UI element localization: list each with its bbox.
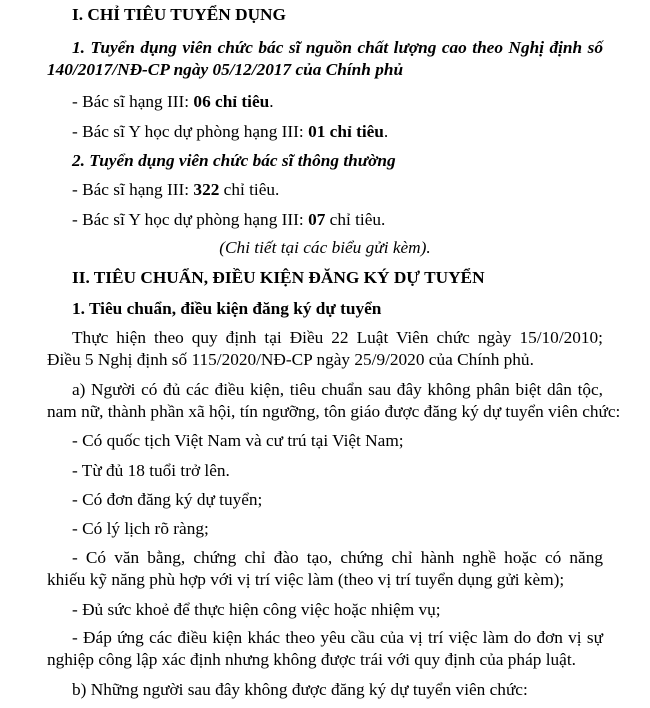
quota-item-1-suffix: . [269, 92, 274, 111]
quota-item-3-value: 322 [193, 180, 220, 199]
quota-item-3-suffix: chỉ tiêu. [219, 180, 280, 199]
section-2-heading: II. TIÊU CHUẨN, ĐIỀU KIỆN ĐĂNG KÝ DỰ TUYỂN [72, 268, 485, 287]
paragraph-2-line-1: a) Người có đủ các điều kiện, tiêu chuẩn sau đây không phân biệt dân tộc, [72, 380, 603, 399]
quota-item-3-label: - Bác sĩ hạng III: [72, 180, 194, 199]
section-2-subheading-1: 1. Tiêu chuẩn, điều kiện đăng ký dự tuyển [72, 299, 382, 318]
quota-item-1 [72, 91, 650, 113]
paragraph-3: b) Những người sau đây không được đăng ký dự tuyển viên chức: [72, 680, 528, 699]
quota-item-4-label: - Bác sĩ Y học dự phòng hạng III: [72, 210, 309, 229]
condition-item-7-line-2: nghiệp công lập xác định nhưng không được trái với quy định của pháp luật. [47, 650, 576, 669]
quota-item-2 [72, 121, 650, 143]
condition-item-5-line-2: khiếu kỹ năng phù hợp với vị trí việc làm (theo vị trí tuyển dụng gửi kèm); [47, 570, 565, 589]
condition-item: - Có đơn đăng ký dự tuyển; [72, 490, 263, 509]
quota-item-2-value: 01 chỉ tiêu [308, 122, 384, 141]
paragraph-1-line-1: Thực hiện theo quy định tại Điều 22 Luật Viên chức ngày 15/10/2010; [72, 328, 603, 347]
quota-item-4-suffix: chỉ tiêu. [325, 210, 386, 229]
quota-item-4-value: 07 [308, 210, 326, 229]
attachment-note: (Chi tiết tại các biểu gửi kèm). [219, 238, 431, 257]
quota-item-4 [72, 209, 650, 231]
section-1-heading: I. CHỈ TIÊU TUYỂN DỤNG [72, 5, 286, 24]
condition-item: - Có quốc tịch Việt Nam và cư trú tại Việt Nam; [72, 431, 404, 450]
quota-item-3 [72, 179, 650, 201]
condition-item: - Từ đủ 18 tuổi trở lên. [72, 461, 230, 480]
quota-item-1-value: 06 chỉ tiêu [193, 92, 270, 111]
condition-item: - Có lý lịch rõ ràng; [72, 519, 209, 538]
subheading-1-line-1: 1. Tuyển dụng viên chức bác sĩ nguồn chất lượng cao theo Nghị định số [72, 38, 603, 57]
paragraph-2-line-2: nam nữ, thành phần xã hội, tín ngưỡng, tôn giáo được đăng ký dự tuyển viên chức: [47, 402, 621, 421]
quota-item-2-label: - Bác sĩ Y học dự phòng hạng III: [72, 122, 309, 141]
condition-item: - Đủ sức khoẻ để thực hiện công việc hoặc nhiệm vụ; [72, 600, 441, 619]
paragraph-1-line-2: Điều 5 Nghị định số 115/2020/NĐ-CP ngày 25/9/2020 của Chính phủ. [47, 350, 534, 369]
condition-item-7-line-1: - Đáp ứng các điều kiện khác theo yêu cầu của vị trí việc làm do đơn vị sự [72, 628, 603, 647]
quota-item-2-suffix: . [383, 122, 389, 141]
subheading-1-line-2: 140/2017/NĐ-CP ngày 05/12/2017 của Chính phủ [47, 60, 404, 79]
condition-item-5-line-1: - Có văn bằng, chứng chỉ đào tạo, chứng chỉ hành nghề hoặc có năng [72, 548, 603, 567]
subheading-2: 2. Tuyển dụng viên chức bác sĩ thông thường [72, 151, 396, 170]
quota-item-1-label: - Bác sĩ hạng III: [72, 92, 194, 111]
